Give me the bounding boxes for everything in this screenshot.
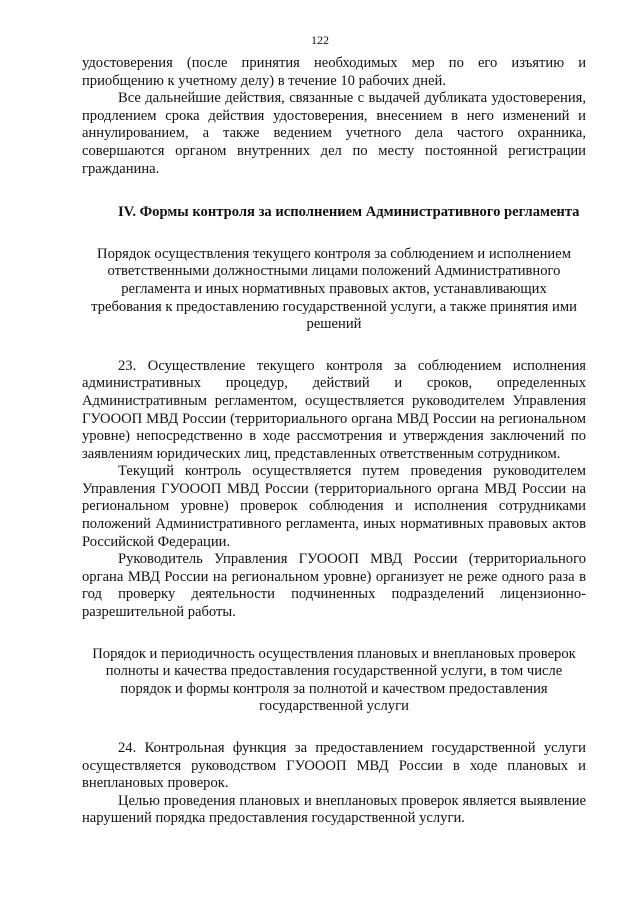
paragraph-continuation: удостоверения (после принятия необходимых мер по его изъятию и приобщению к учетному делу) в течение 10 рабочих дней. — [82, 55, 586, 89]
paragraph-duplicate-actions: Все дальнейшие действия, связанные с выдачей дубликата удостоверения, продлением срока действия удостоверения, внесением в него изменений и аннулированием, а также ведением учетного дела частого охранника, совершаются органом внутренних дел по месту постоянной регистрации гражданина. — [82, 90, 586, 177]
spacer — [82, 222, 586, 246]
section-heading: IV. Формы контроля за исполнением Административного регламента — [118, 204, 580, 221]
subheading-current-control: Порядок осуществления текущего контроля за соблюдением и исполнением ответственными должностными лицами положений Административного регламента и иных нормативных правовых актов, устанавливающих требования к предоставлению государственной услуги, а также принятия ими решений — [91, 245, 577, 333]
spacer — [82, 334, 586, 358]
spacer — [82, 178, 586, 204]
document-body — [82, 55, 586, 828]
spacer — [82, 622, 586, 646]
paragraph-24-purpose: Целью проведения плановых и внеплановых проверок является выявление нарушений порядка предоставления государственной услуги. — [82, 792, 586, 827]
paragraph-24: 24. Контрольная функция за предоставлением государственной услуги осуществляется руководством ГУОООП МВД России в ходе плановых и внеплановых проверок. — [82, 740, 586, 792]
page-number: 122 — [311, 33, 329, 47]
paragraph-23: 23. Осуществление текущего контроля за соблюдением исполнения административных процедур, действий и сроков, определенных Административным регламентом, осуществляется руководителем Управления ГУОООП МВД России (территориального органа МВД России на региональном уровне) непосредственно в ходе рассмотрения и утверждения заключений по заявлениям юридических лиц, представленных ответственным сотрудником. — [82, 357, 586, 462]
spacer — [82, 716, 586, 740]
paragraph-23-current-control: Текущий контроль осуществляется путем проведения руководителем Управления ГУОООП МВД России (территориального органа МВД России на региональном уровне) проверок соблюдения и исполнения сотрудниками положений Административного регламента, иных нормативных правовых актов Российской Федерации. — [82, 463, 586, 550]
subheading-planned-inspections: Порядок и периодичность осуществления плановых и внеплановых проверок полноты и качества предоставления государственной услуги, в том числе порядок и формы контроля за полнотой и качеством предоставления государственной услуги — [92, 645, 576, 715]
paragraph-23-head-inspection: Руководитель Управления ГУОООП МВД России (территориального органа МВД России на региональном уровне) организует не реже одного раза в год проверку деятельности подчиненных подразделений лицензионно-разрешительной работы. — [82, 551, 586, 621]
